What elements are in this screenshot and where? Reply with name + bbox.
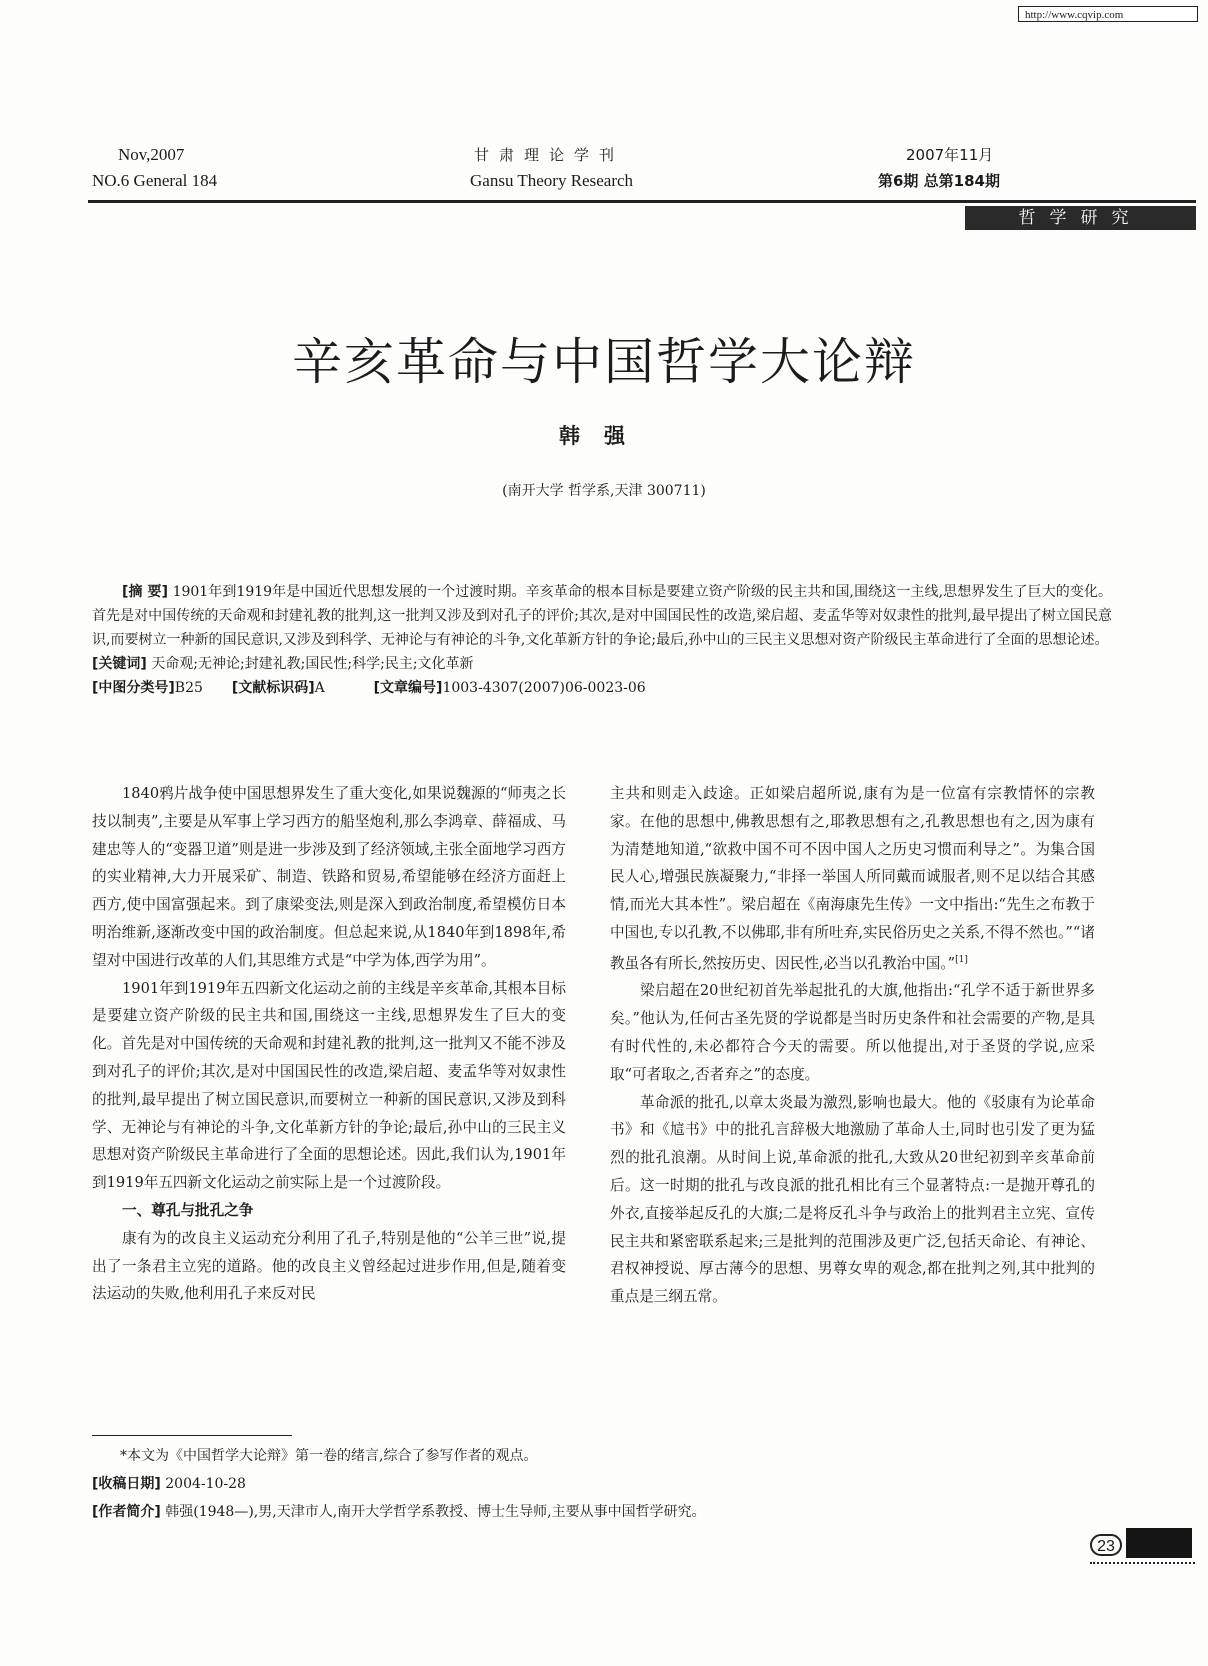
header-date-en: Nov,2007 <box>118 145 185 164</box>
footnote-note: *本文为《中国哲学大论辩》第一卷的绪言,综合了参写作者的观点。 <box>120 1448 538 1464</box>
author-name: 韩强 <box>559 424 649 448</box>
author-affiliation: (南开大学 哲学系,天津 300711) <box>502 483 706 499</box>
body-paragraph: 梁启超在20世纪初首先举起批孔的大旗,他指出:“孔学不适于新世界多矣。”他认为,任何古圣先贤的学说都是当时历史条件和社会需要的产物,是具有时代性的,未必都符合今天的需要。所以他提出,对于圣贤的学说,应采取“可者取之,否者弃之”的态度。 <box>610 982 1095 1083</box>
body-paragraph: 1901年到1919年五四新文化运动之前的主线是辛亥革命,其根本目标是要建立资产阶级的民主共和国,围绕这一主线,思想界发生了巨大的变化。首先是对中国传统的天命观和封建礼教的批判,这一批判又不能不涉及到对孔子的评价;其次,是对中国国民性的改造,梁启超、麦孟华等对奴隶性的批判,最早提出了树立国民意识,而要树立一种新的国民意识,又涉及到科学、无神论与有神论的斗争,文化革新方针的争论;最后,孙中山的三民主义思想对资产阶级民主革命进行了全面的思想论述。因此,我们认为,1901年到1919年五四新文化运动之前实际上是一个过渡阶段。 <box>92 979 566 1192</box>
journal-name-cn: 甘肃理论学刊 <box>474 146 625 164</box>
abstract-paragraph <box>92 580 1112 652</box>
footnote-bio <box>92 1498 1092 1526</box>
keywords-text: 天命观;无神论;封建礼教;国民性;科学;民主;文化革新 <box>151 656 474 672</box>
article-number-value: 1003-4307(2007)06-0023-06 <box>442 680 646 696</box>
source-url[interactable]: http://www.cqvip.com <box>1018 6 1198 22</box>
body-text: 主共和则走入歧途。正如梁启超所说,康有为是一位富有宗教情怀的宗教家。在他的思想中,佛教思想有之,耶教思想有之,孔教思想也有之,因为康有为清楚地知道,“欲救中国不可不因中国人之历史习惯而利导之”。为集合国民人心,增强民族凝聚力,“非择一举国人所同戴而诚服者,则不足以结合其感情,而光大其本性”。梁启超在《南海康先生传》一文中指出:“先生之布教于中国也,专以孔教,不以佛耶,非有所吐弃,实民俗历史之关系,不得不然也。”“诸教虽各有所长,然按历史、因民性,必当以孔教治中国。” <box>610 785 1095 972</box>
body-paragraph: 革命派的批孔,以章太炎最为激烈,影响也最大。他的《驳康有为论革命书》和《訄书》中的批孔言辞极大地激励了革命人士,同时也引发了更为猛烈的批孔浪潮。从时间上说,革命派的批孔,大致从20世纪初到辛亥革命前后。这一时期的批孔与改良派的批孔相比有三个显著特点:一是抛开尊孔的外衣,直接举起反孔的大旗;二是将反孔斗争与政治上的批判君主立宪、宣传民主共和紧密联系起来;三是批判的范围涉及更广泛,包括天命论、有神论、君权神授说、厚古薄今的思想、男尊女卑的观念,都在批判之列,其中批判的重点是三纲五常。 <box>610 1093 1095 1306</box>
doc-code-label: [文献标识码] <box>231 680 315 696</box>
section-label: 哲学研究 <box>965 206 1196 230</box>
classification-line <box>92 676 1112 700</box>
body-paragraph: 1840鸦片战争使中国思想界发生了重大变化,如果说魏源的“师夷之长技以制夷”,主要是从军事上学习西方的船坚炮利,那么李鸿章、薛福成、马建忠等人的“变器卫道”则是进一步涉及到了经济领域,主张全面地学习西方的实业精神,大力开展采矿、制造、铁路和贸易,希望能够在经济方面赶上西方,使中国富强起来。到了康梁变法,则是深入到政治制度,希望模仿日本明治维新,逐渐改变中国的政治制度。但总起来说,从1840年到1898年,希望对中国进行改革的人们,其思维方式是“中学为体,西学为用”。 <box>92 785 566 969</box>
header-rule <box>88 200 1196 203</box>
journal-name-en: Gansu Theory Research <box>470 171 634 190</box>
clc-value: B25 <box>174 680 203 696</box>
citation-ref[interactable]: [1] <box>955 954 968 965</box>
doc-code-value: A <box>314 680 325 696</box>
clc-label: [中图分类号] <box>92 680 175 696</box>
keywords-label: [关键词] <box>92 656 147 672</box>
page-marker-block <box>1126 1528 1192 1558</box>
footnotes <box>92 1442 1092 1526</box>
section-heading: 一、尊孔与批孔之争 <box>122 1201 254 1219</box>
abstract-block <box>92 580 1112 700</box>
header-issue-cn: 第6期 总第184期 <box>878 172 1000 190</box>
page-number: 23 <box>1090 1534 1122 1556</box>
footnote-received <box>92 1470 1092 1498</box>
footnote-rule <box>92 1435 292 1436</box>
header-date-cn: 2007年11月 <box>906 146 994 164</box>
body-paragraph <box>610 780 1095 977</box>
body-paragraph: 康有为的改良主义运动充分利用了孔子,特别是他的“公羊三世”说,提出了一条君主立宪的道路。他的改良主义曾经起过进步作用,但是,随着变法运动的失败,他利用孔子来反对民 <box>92 1229 566 1303</box>
page-marker-dots <box>1090 1562 1195 1564</box>
body-column-right <box>610 780 1095 1311</box>
received-label: [收稿日期] <box>92 1476 161 1492</box>
article-title: 辛亥革命与中国哲学大论辩 <box>292 333 916 391</box>
keywords-line <box>92 652 1112 676</box>
body-column-left <box>92 780 566 1308</box>
bio-label: [作者简介] <box>92 1504 161 1520</box>
bio-text: 韩强(1948—),男,天津市人,南开大学哲学系教授、博士生导师,主要从事中国哲学研究。 <box>165 1504 706 1520</box>
header-issue-en: NO.6 General 184 <box>92 171 218 190</box>
abstract-text: 1901年到1919年是中国近代思想发展的一个过渡时期。辛亥革命的根本目标是要建立资产阶级的民主共和国,围绕这一主线,思想界发生了巨大的变化。首先是对中国传统的天命观和封建礼教的批判,这一批判又涉及到对孔子的评价;其次,是对中国国民性的改造,梁启超、麦孟华等对奴隶性的批判,最早提出了树立国民意识,而要树立一种新的国民意识,又涉及到科学、无神论与有神论的斗争,文化革新方针的争论;最后,孙中山的三民主义思想对资产阶级民主革命进行了全面的思想论述。 <box>92 584 1113 648</box>
article-number-label: [文章编号] <box>373 680 443 696</box>
abstract-label: [摘 要] <box>122 584 169 600</box>
received-date: 2004-10-28 <box>165 1476 246 1492</box>
